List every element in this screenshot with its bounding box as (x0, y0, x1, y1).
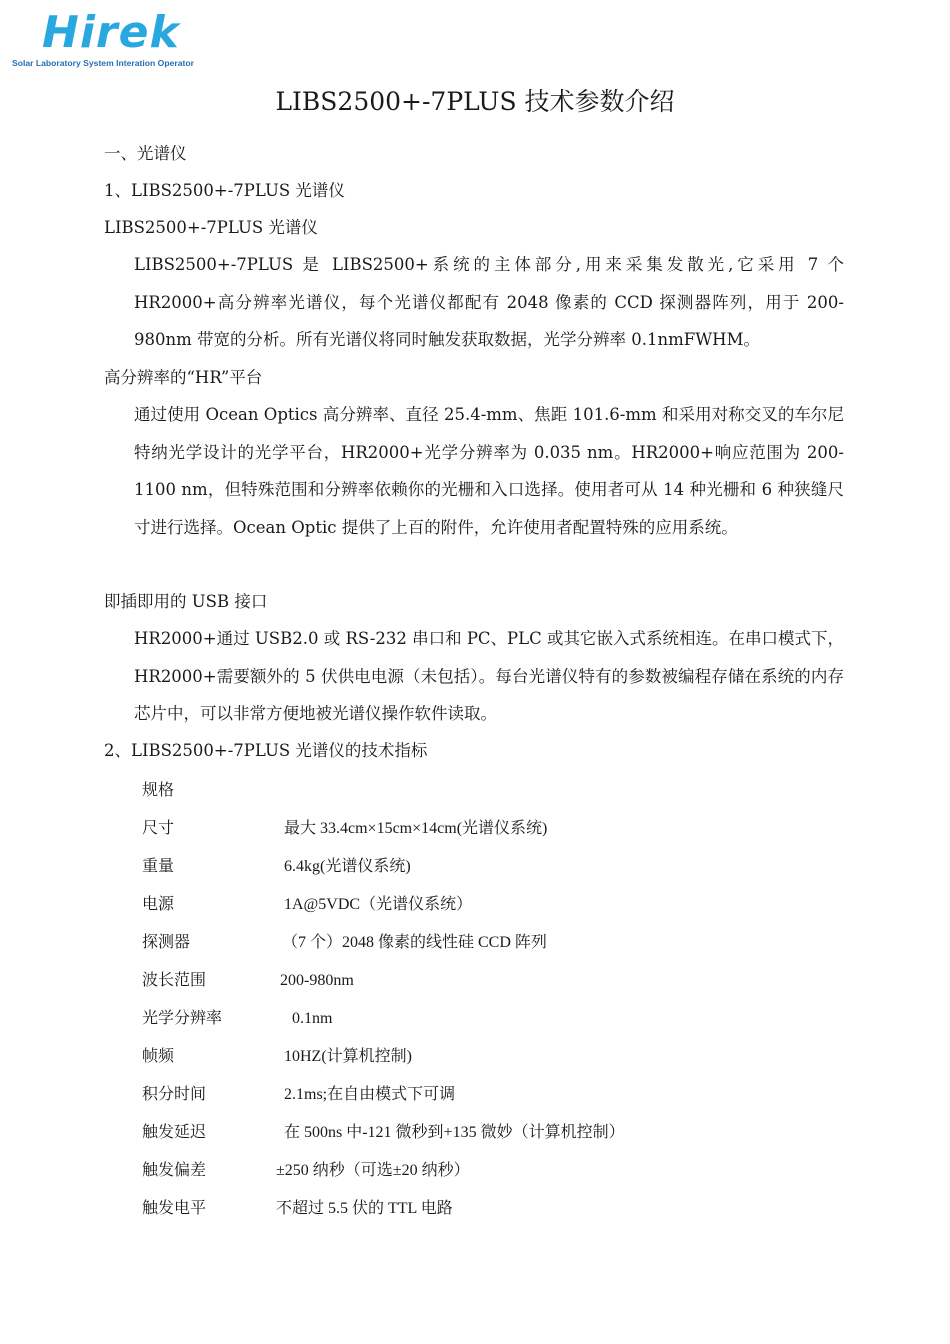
spec-label: 波长范围 (142, 972, 207, 989)
spec-table-header: 规格 (142, 782, 175, 799)
usb-interface-heading: 即插即用的 USB 接口 (104, 592, 268, 611)
spec-value: 2.1ms;在自由模式下可调 (284, 1086, 456, 1103)
logo-tagline: Solar Laboratory System Interation Operator (12, 58, 194, 68)
spec-label: 电源 (142, 896, 175, 913)
paragraph-usb-interface: HR2000+通过 USB2.0 或 RS-232 串口和 PC、PLC 或其它嵌入式系统相连。在串口模式下，HR2000+需要额外的 5 伏供电电源（未包括）。每台光谱仪特有的参数被编程存储在系统的内存芯片中，可以非常方便地被光谱仪操作软件读取。 (134, 629, 844, 723)
spec-value: 6.4kg(光谱仪系统) (284, 858, 411, 875)
spec-label: 触发偏差 (142, 1162, 207, 1179)
logo-brand: Hirek (42, 7, 180, 58)
paragraph-hr-platform: 通过使用 Ocean Optics 高分辨率、直径 25.4-mm、焦距 101.6-mm 和采用对称交叉的车尔尼特纳光学设计的光学平台，HR2000+光学分辨率为 0.035 nm。HR2000+响应范围为 200-1100 nm，但特殊范围和分辨率依赖你的光栅和入口选择。使用者可从 14 种光栅和 6 种狭缝尺寸进行选择。Ocean Optic 提供了上百的附件，允许使用者配置特殊的应用系统。 (134, 405, 844, 537)
paragraph-overview: LIBS2500+-7PLUS 是 LIBS2500+系统的主体部分,用来采集发散光,它采用 7 个 HR2000+高分辨率光谱仪，每个光谱仪都配有 2048 像素的 CCD 探测器阵列，用于 200-980nm 带宽的分析。所有光谱仪将同时触发获取数据，光学分辨率 0.1nmFWHM。 (134, 255, 844, 349)
page-title: LIBS2500+-7PLUS 技术参数介绍 (275, 87, 675, 116)
spec-value: （7 个）2048 像素的线性硅 CCD 阵列 (282, 934, 547, 951)
spec-value: 200-980nm (280, 972, 354, 989)
spec-value: 0.1nm (292, 1010, 333, 1027)
section-heading-spectrometer: 一、光谱仪 (104, 144, 187, 163)
spec-value: 最大 33.4cm×15cm×14cm(光谱仪系统) (284, 820, 548, 837)
spectrometer-label: LIBS2500+-7PLUS 光谱仪 (104, 218, 318, 237)
spec-label: 探测器 (142, 934, 191, 951)
spec-label: 积分时间 (142, 1086, 207, 1103)
subsection-heading-2: 2、LIBS2500+-7PLUS 光谱仪的技术指标 (104, 741, 428, 760)
company-logo (12, 8, 222, 70)
spec-value: ±250 纳秒（可选±20 纳秒） (276, 1162, 470, 1179)
spec-label: 帧频 (142, 1048, 175, 1065)
hr-platform-heading: 高分辨率的“HR”平台 (104, 368, 263, 387)
spec-value: 10HZ(计算机控制) (284, 1048, 412, 1065)
spec-label: 重量 (142, 858, 175, 875)
spec-label: 触发电平 (142, 1200, 207, 1217)
spec-value: 不超过 5.5 伏的 TTL 电路 (276, 1200, 453, 1217)
spec-value: 1A@5VDC（光谱仪系统） (284, 896, 473, 913)
spec-label: 光学分辨率 (142, 1010, 223, 1027)
spec-label: 尺寸 (142, 820, 175, 837)
spec-label: 触发延迟 (142, 1124, 207, 1141)
spec-value: 在 500ns 中-121 微秒到+135 微妙（计算机控制） (284, 1124, 625, 1141)
subsection-heading-1: 1、LIBS2500+-7PLUS 光谱仪 (104, 181, 345, 200)
